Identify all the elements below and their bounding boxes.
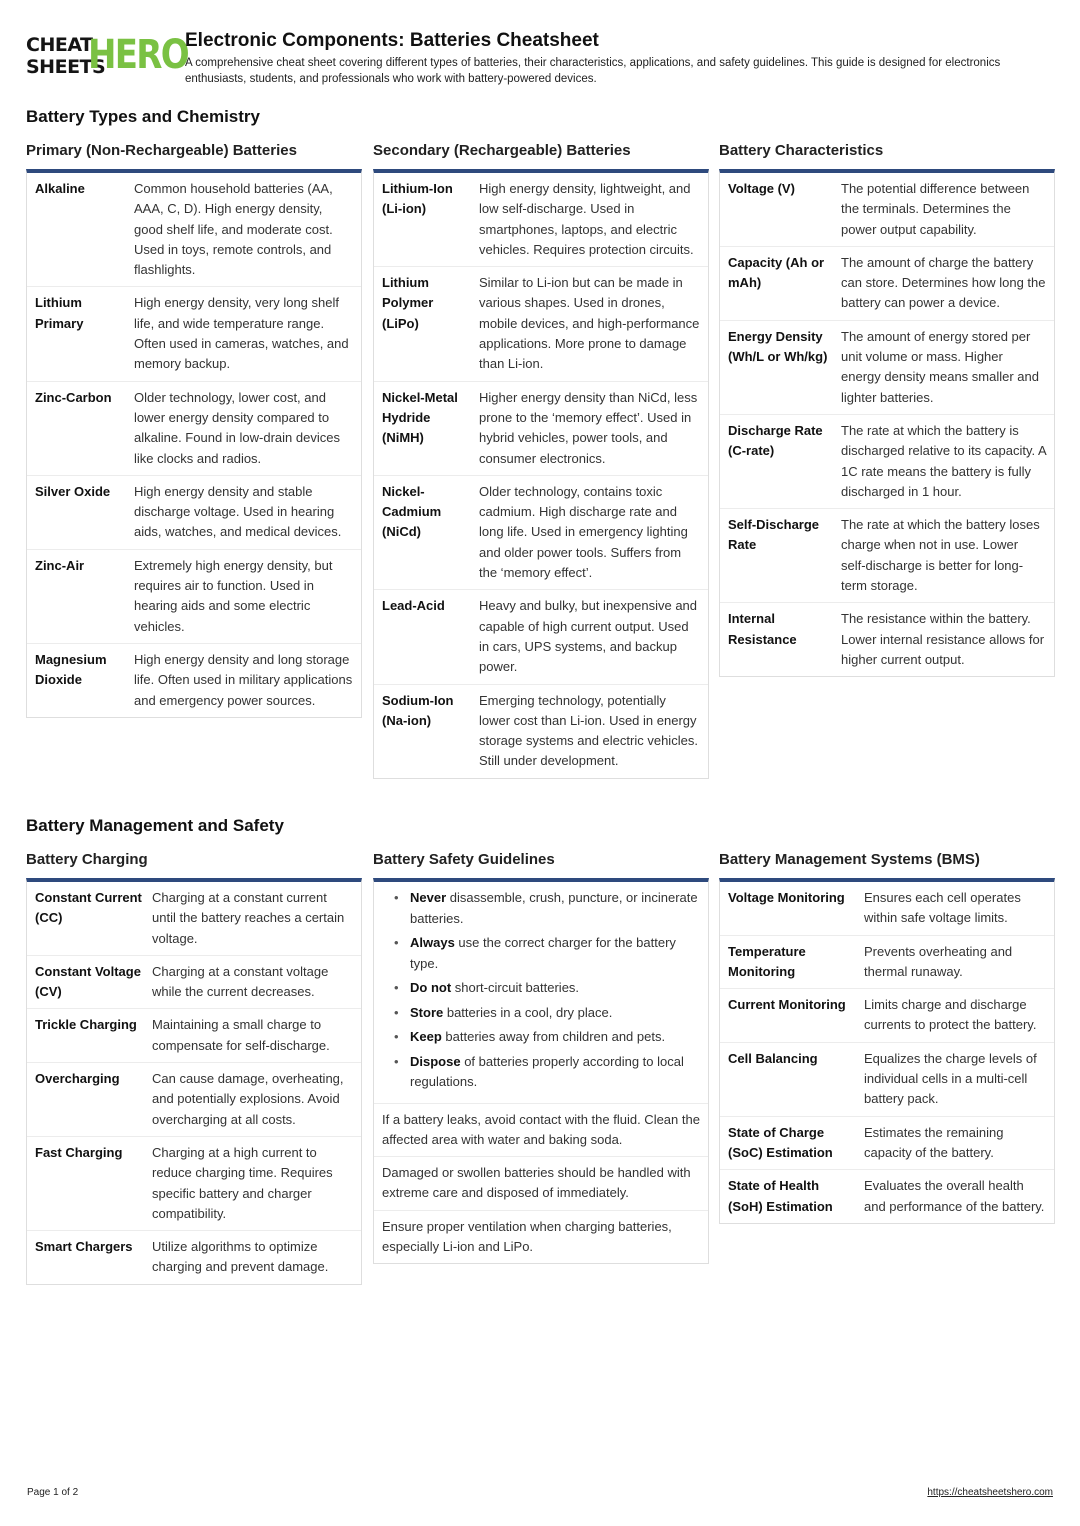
row-description: Charging at a constant current until the battery reaches a certain voltage. [152,890,345,946]
row-description: The amount of energy stored per unit volume or mass. Higher energy density means smaller and lighter batteries. [841,328,1039,405]
site-link[interactable]: https://cheatsheetshero.com [927,1487,1053,1498]
row-description: Prevents overheating and thermal runaway. [864,943,1013,979]
bullet-text: short-circuit batteries. [451,980,580,995]
table-row [374,267,708,381]
row-term: Nickel-Cadmium (NiCd) [382,483,442,540]
table-row [27,1009,361,1063]
row-term: Discharge Rate (C-rate) [728,422,823,459]
row-term: State of Health (SoH) Estimation [728,1178,833,1214]
row-description: Common household batteries (AA, AAA, C, D). High energy density, good shelf life, and moderate cost. Used in toys, remote controls, and flashlights. [134,181,333,278]
block-battery-characteristics [719,141,1055,677]
logo-sheets-text: SHEETS [26,56,106,78]
bullet-keyword: Store [410,1004,444,1020]
table-row [27,1063,361,1137]
page-title: Electronic Components: Batteries Cheatsheet [185,30,599,51]
row-description: Evaluates the overall health and performance of the battery. [864,1178,1045,1214]
row-description: The rate at which the battery loses charge when not in use. Lower self-discharge is better for long-term storage. [841,517,1040,594]
row-description: Can cause damage, overheating, and potentially explosions. Avoid overcharging at all costs. [152,1071,344,1127]
table-row [720,1117,1054,1171]
row-term: Cell Balancing [728,1050,818,1066]
row-term: Sodium-Ion (Na-ion) [382,692,454,728]
primary-table [26,169,362,718]
row-term: Magnesium Dioxide [35,651,107,688]
block-title: Battery Safety Guidelines [373,851,555,868]
cheatsheetshero-logo[interactable] [26,32,188,79]
row-description: Higher energy density than NiCd, less prone to the ‘memory effect’. Used in hybrid vehicles, power tools, and consumer electronics. [479,389,698,466]
block-bms [719,850,1055,1224]
table-row [720,936,1054,990]
table-row [27,882,361,956]
bullet-keyword: Dispose [410,1053,461,1069]
row-term: Lithium-Ion (Li-ion) [382,181,453,217]
row-description: The rate at which the battery is discharged relative to its capacity. A 1C rate means the battery is fully discharged in 1 hour. [841,422,1046,499]
safety-bullet [382,1003,700,1024]
bullet-keyword: Never [410,890,447,905]
table-row [27,1231,361,1284]
table-row [720,989,1054,1043]
block-secondary-batteries [373,141,709,779]
table-row [720,415,1054,509]
bms-table [719,878,1055,1224]
row-description: High energy density, very long shelf life, and wide temperature range. Often used in cameras, watches, and memory backup. [134,295,349,372]
bullet-text: of batteries properly according to local regulations. [410,1053,684,1089]
row-term: Lithium Polymer (LiPo) [382,275,434,331]
safety-note: If a battery leaks, avoid contact with the fluid. Clean the affected area with water and baking soda. [374,1103,708,1157]
charging-table [26,878,362,1285]
table-row [720,882,1054,936]
block-primary-batteries [26,141,362,718]
row-term: Lithium Primary [35,295,84,331]
table-row [27,287,361,381]
row-term: Nickel-Metal Hydride (NiMH) [382,389,458,446]
row-term: Smart Chargers [35,1239,133,1255]
safety-bullet [382,933,700,974]
characteristics-table [719,169,1055,677]
table-row [720,1170,1054,1223]
row-description: Estimates the remaining capacity of the battery. [864,1124,1004,1160]
table-row [27,382,361,476]
table-row [720,173,1054,247]
bullet-keyword: Keep [410,1029,442,1044]
logo-cheat-text: CHEAT [26,34,93,56]
section-title-types: Battery Types and Chemistry [26,107,260,126]
table-row [27,644,361,717]
safety-bullet [382,1027,700,1048]
row-term: Trickle Charging [35,1017,137,1033]
table-row [27,1137,361,1231]
row-term: Capacity (Ah or mAh) [728,254,825,291]
page-subtitle: A comprehensive cheat sheet covering different types of batteries, their characteristics, applications, and safety guidelines. This guide is designed for electronics enthusiasts, students, and professionals who work with battery-powered devices. [185,57,1001,85]
row-term: Constant Voltage (CV) [35,963,141,1000]
row-description: Ensures each cell operates within safe voltage limits. [864,890,1021,926]
table-row [27,173,361,287]
row-description: Older technology, lower cost, and lower energy density compared to alkaline. Found in low-drain devices like clocks and radios. [134,389,340,466]
bullet-text: batteries away from children and pets. [441,1029,666,1044]
table-row [27,956,361,1010]
table-row [374,476,708,590]
row-term: Internal Resistance [728,611,797,647]
row-term: Alkaline [35,181,85,196]
block-title: Primary (Non-Rechargeable) Batteries [26,142,297,159]
row-term: Overcharging [35,1071,120,1087]
row-description: Limits charge and discharge currents to protect the battery. [864,997,1037,1033]
bullet-keyword: Do not [410,980,452,995]
block-safety-guidelines [373,850,709,1264]
section-title-management: Battery Management and Safety [26,816,284,835]
row-term: Voltage (V) [728,181,795,196]
row-description: The resistance within the battery. Lower internal resistance allows for higher current output. [841,611,1045,667]
table-row [720,321,1054,415]
table-row [27,476,361,550]
row-term: Lead-Acid [382,598,445,614]
row-description: High energy density and stable discharge voltage. Used in hearing aids, watches, and medical devices. [134,483,342,540]
safety-note: Ensure proper ventilation when charging batteries, especially Li-ion and LiPo. [374,1210,708,1264]
table-row [374,685,708,778]
safety-note: Damaged or swollen batteries should be handled with extreme care and disposed of immediately. [374,1156,708,1210]
row-description: Equalizes the charge levels of individual cells in a multi-cell battery pack. [864,1050,1037,1107]
table-row [720,603,1054,676]
bullet-text: disassemble, crush, puncture, or incinerate batteries. [410,890,698,926]
table-row [720,1043,1054,1117]
row-description: Similar to Li-ion but can be made in various shapes. Used in drones, mobile devices, and high-performance applications. More prone to damage than Li-ion. [479,275,700,372]
table-row [720,247,1054,321]
row-term: Voltage Monitoring [728,890,845,905]
safety-bullet [382,1052,700,1093]
row-term: Constant Current (CC) [35,890,142,926]
row-description: Heavy and bulky, but inexpensive and capable of high current output. Used in cars, UPS systems, and backup power. [479,598,698,675]
table-row [374,382,708,476]
row-description: The amount of charge the battery can store. Determines how long the battery can power a device. [841,254,1046,311]
row-term: Fast Charging [35,1144,123,1160]
safety-bullet [382,978,700,999]
row-term: Silver Oxide [35,483,111,499]
table-row [374,590,708,684]
row-term: Zinc-Air [35,557,85,573]
safety-bullet [382,888,700,929]
row-description: High energy density, lightweight, and low self-discharge. Used in smartphones, laptops, and electric vehicles. Requires protection circuits. [479,181,694,257]
bullet-text: use the correct charger for the battery type. [410,935,676,971]
row-term: Energy Density (Wh/L or Wh/kg) [728,328,828,365]
secondary-table [373,169,709,779]
row-description: Emerging technology, potentially lower cost than Li-ion. Used in energy storage systems and electric vehicles. Still under development. [479,692,698,769]
row-description: Extremely high energy density, but requires air to function. Used in hearing aids and some electric vehicles. [134,557,333,634]
row-description: Utilize algorithms to optimize charging and prevent damage. [152,1239,329,1275]
block-title: Secondary (Rechargeable) Batteries [373,142,631,159]
block-title: Battery Characteristics [719,142,884,159]
safety-bullet-list [374,882,708,1103]
block-battery-charging [26,850,362,1285]
table-row [720,509,1054,603]
logo-hero-text: HERO [88,32,188,78]
bullet-keyword: Always [410,935,455,950]
block-title: Battery Management Systems (BMS) [719,851,980,868]
row-description: The potential difference between the terminals. Determines the power output capability. [841,181,1030,237]
row-term: Zinc-Carbon [35,389,112,405]
table-row [374,173,708,267]
row-description: High energy density and long storage life. Often used in military applications and emergency power sources. [134,651,353,708]
table-row [27,550,361,644]
row-description: Older technology, contains toxic cadmium. High discharge rate and long life. Used in emergency lighting and older power tools. Suffers from the ‘memory effect’. [479,483,688,581]
row-description: Charging at a high current to reduce charging time. Requires specific battery and charger compatibility. [152,1144,333,1221]
block-title: Battery Charging [26,851,148,868]
row-term: State of Charge (SoC) Estimation [728,1124,833,1160]
row-term: Current Monitoring [728,997,846,1013]
row-description: Maintaining a small charge to compensate for self-discharge. [152,1017,330,1053]
page-number: Page 1 of 2 [27,1487,79,1498]
row-term: Temperature Monitoring [728,943,806,979]
row-term: Self-Discharge Rate [728,517,820,553]
row-description: Charging at a constant voltage while the current decreases. [152,963,329,1000]
safety-card [373,878,709,1264]
bullet-text: batteries in a cool, dry place. [443,1004,613,1020]
